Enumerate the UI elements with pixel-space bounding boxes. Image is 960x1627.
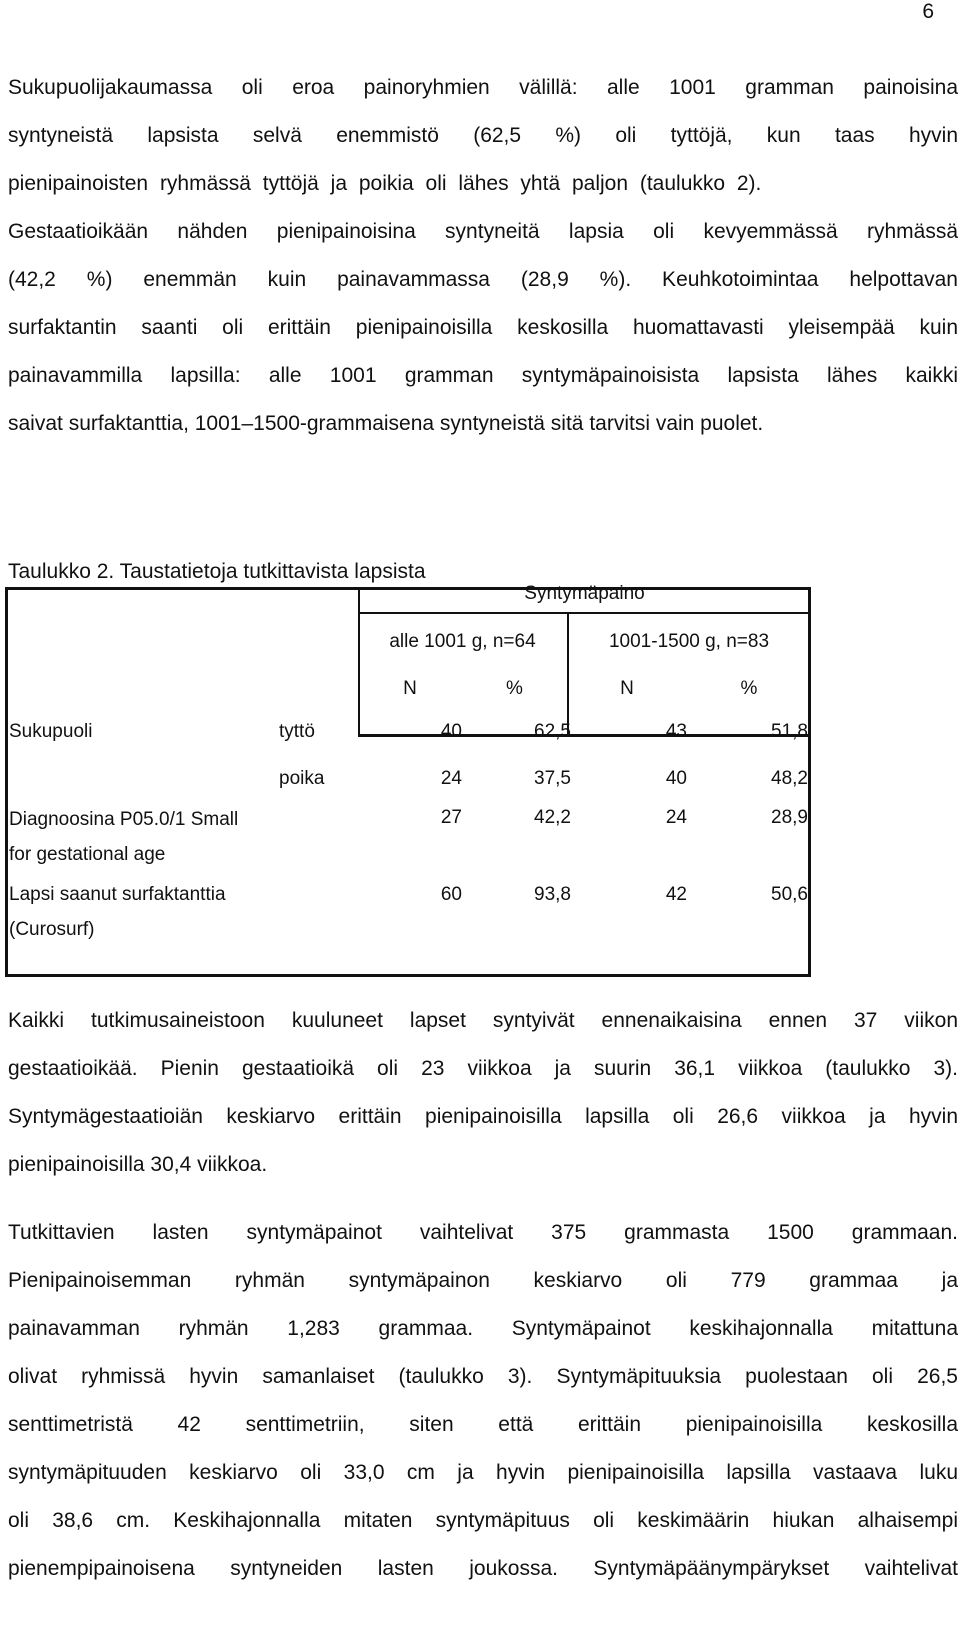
text-line: senttimetristä 42 senttimetriin, siten että erittäin pienipainoisilla keskosilla <box>8 1413 958 1436</box>
row-label-continued: (Curosurf) <box>9 919 95 940</box>
text-line: Gestaatioikään nähden pienipainoisina syntyneitä lapsia oli kevyemmässä ryhmässä <box>8 220 958 243</box>
table-cell: 37,5 <box>534 768 571 789</box>
subheader-percent: % <box>506 678 523 699</box>
row-label-continued: for gestational age <box>9 844 166 865</box>
row-label: Diagnoosina P05.0/1 Small <box>9 809 239 830</box>
table-cell: 43 <box>665 721 687 742</box>
table-cell: 24 <box>665 807 687 828</box>
table-cell: 51,8 <box>771 721 808 742</box>
text-line: Tutkittavien lasten syntymäpainot vaihtelivat 375 grammasta 1500 grammaan. <box>8 1221 958 1244</box>
text-line: gestaatioikää. Pienin gestaatioikä oli 23 viikkoa ja suurin 36,1 viikkoa (taulukko 3). <box>8 1057 958 1080</box>
table-cell: 42,2 <box>534 807 571 828</box>
row-label: Lapsi saanut surfaktanttia <box>9 884 226 905</box>
table-caption: Taulukko 2. Taustatietoja tutkittavista lapsista <box>8 560 426 583</box>
text-line: pienempipainoisena syntyneiden lasten joukossa. Syntymäpäänympärykset vaihtelivat <box>8 1557 958 1580</box>
row-label: Sukupuoli <box>9 721 93 742</box>
subheader-percent: % <box>740 678 758 699</box>
subheader-n: N <box>403 678 417 699</box>
table-header-box <box>358 587 811 737</box>
table-cell: 27 <box>440 807 462 828</box>
text-line: oli 38,6 cm. Keskihajonnalla mitaten syntymäpituus oli keskimäärin hiukan alhaisempi <box>8 1509 958 1532</box>
col-group-under-1001: alle 1001 g, n=64 <box>389 631 536 652</box>
paragraph-birth-weights <box>8 1209 958 1593</box>
table-cell: 40 <box>665 768 687 789</box>
text-line: olivat ryhmissä hyvin samanlaiset (taulukko 3). Syntymäpituuksia puolestaan oli 26,5 <box>8 1365 958 1388</box>
group-header-birthweight: Syntymäpaino <box>524 583 645 604</box>
text-line: Pienipainoisemman ryhmän syntymäpainon keskiarvo oli 779 grammaa ja <box>8 1269 958 1292</box>
table-cell: 40 <box>440 721 462 742</box>
text-line: surfaktantin saanti oli erittäin pienipainoisilla keskosilla huomattavasti yleisempää kuin <box>8 316 958 339</box>
row-sublabel: tyttö <box>279 721 315 742</box>
text-line: Sukupuolijakaumassa oli eroa painoryhmien välillä: alle 1001 gramman painoisina <box>8 76 958 99</box>
table-cell: 93,8 <box>534 884 571 905</box>
text-line: painavamman ryhmän 1,283 grammaa. Syntymäpainot keskihajonnalla mitattuna <box>8 1317 958 1340</box>
text-line: pienipainoisten ryhmässä tyttöjä ja poikia oli lähes yhtä paljon (taulukko 2). <box>8 172 762 195</box>
table-cell: 48,2 <box>771 768 808 789</box>
subheader-n: N <box>620 678 634 699</box>
table-cell: 62,5 <box>534 721 571 742</box>
table-cell: 60 <box>440 884 462 905</box>
header-divider <box>358 612 811 614</box>
col-group-1001-1500: 1001-1500 g, n=83 <box>608 631 770 652</box>
table-cell: 42 <box>665 884 687 905</box>
text-line: syntyneistä lapsista selvä enemmistö (62,5 %) oli tyttöjä, kun taas hyvin <box>8 124 958 147</box>
table-cell: 50,6 <box>771 884 808 905</box>
paragraph-gestational-age <box>8 997 958 1189</box>
text-line: Kaikki tutkimusaineistoon kuuluneet lapset syntyivät ennenaikaisina ennen 37 viikon <box>8 1009 958 1032</box>
table-cell: 24 <box>440 768 462 789</box>
text-line: (42,2 %) enemmän kuin painavammassa (28,9 %). Keuhkotoimintaa helpottavan <box>8 268 958 291</box>
row-sublabel: poika <box>279 768 325 789</box>
text-line: Syntymägestaatioiän keskiarvo erittäin pienipainoisilla lapsilla oli 26,6 viikkoa ja hyvin <box>8 1105 958 1128</box>
text-line: saivat surfaktanttia, 1001–1500-grammaisena syntyneistä sitä tarvitsi vain puolet. <box>8 412 764 435</box>
page-number: 6 <box>922 0 934 23</box>
table-cell: 28,9 <box>771 807 808 828</box>
text-line: syntymäpituuden keskiarvo oli 33,0 cm ja hyvin pienipainoisilla lapsilla vastaava luku <box>8 1461 958 1484</box>
text-line: pienipainoisilla 30,4 viikkoa. <box>8 1153 268 1176</box>
text-line: painavammilla lapsilla: alle 1001 gramman syntymäpainoisista lapsista lähes kaikki <box>8 364 958 387</box>
paragraph-sex-distribution <box>8 64 958 448</box>
